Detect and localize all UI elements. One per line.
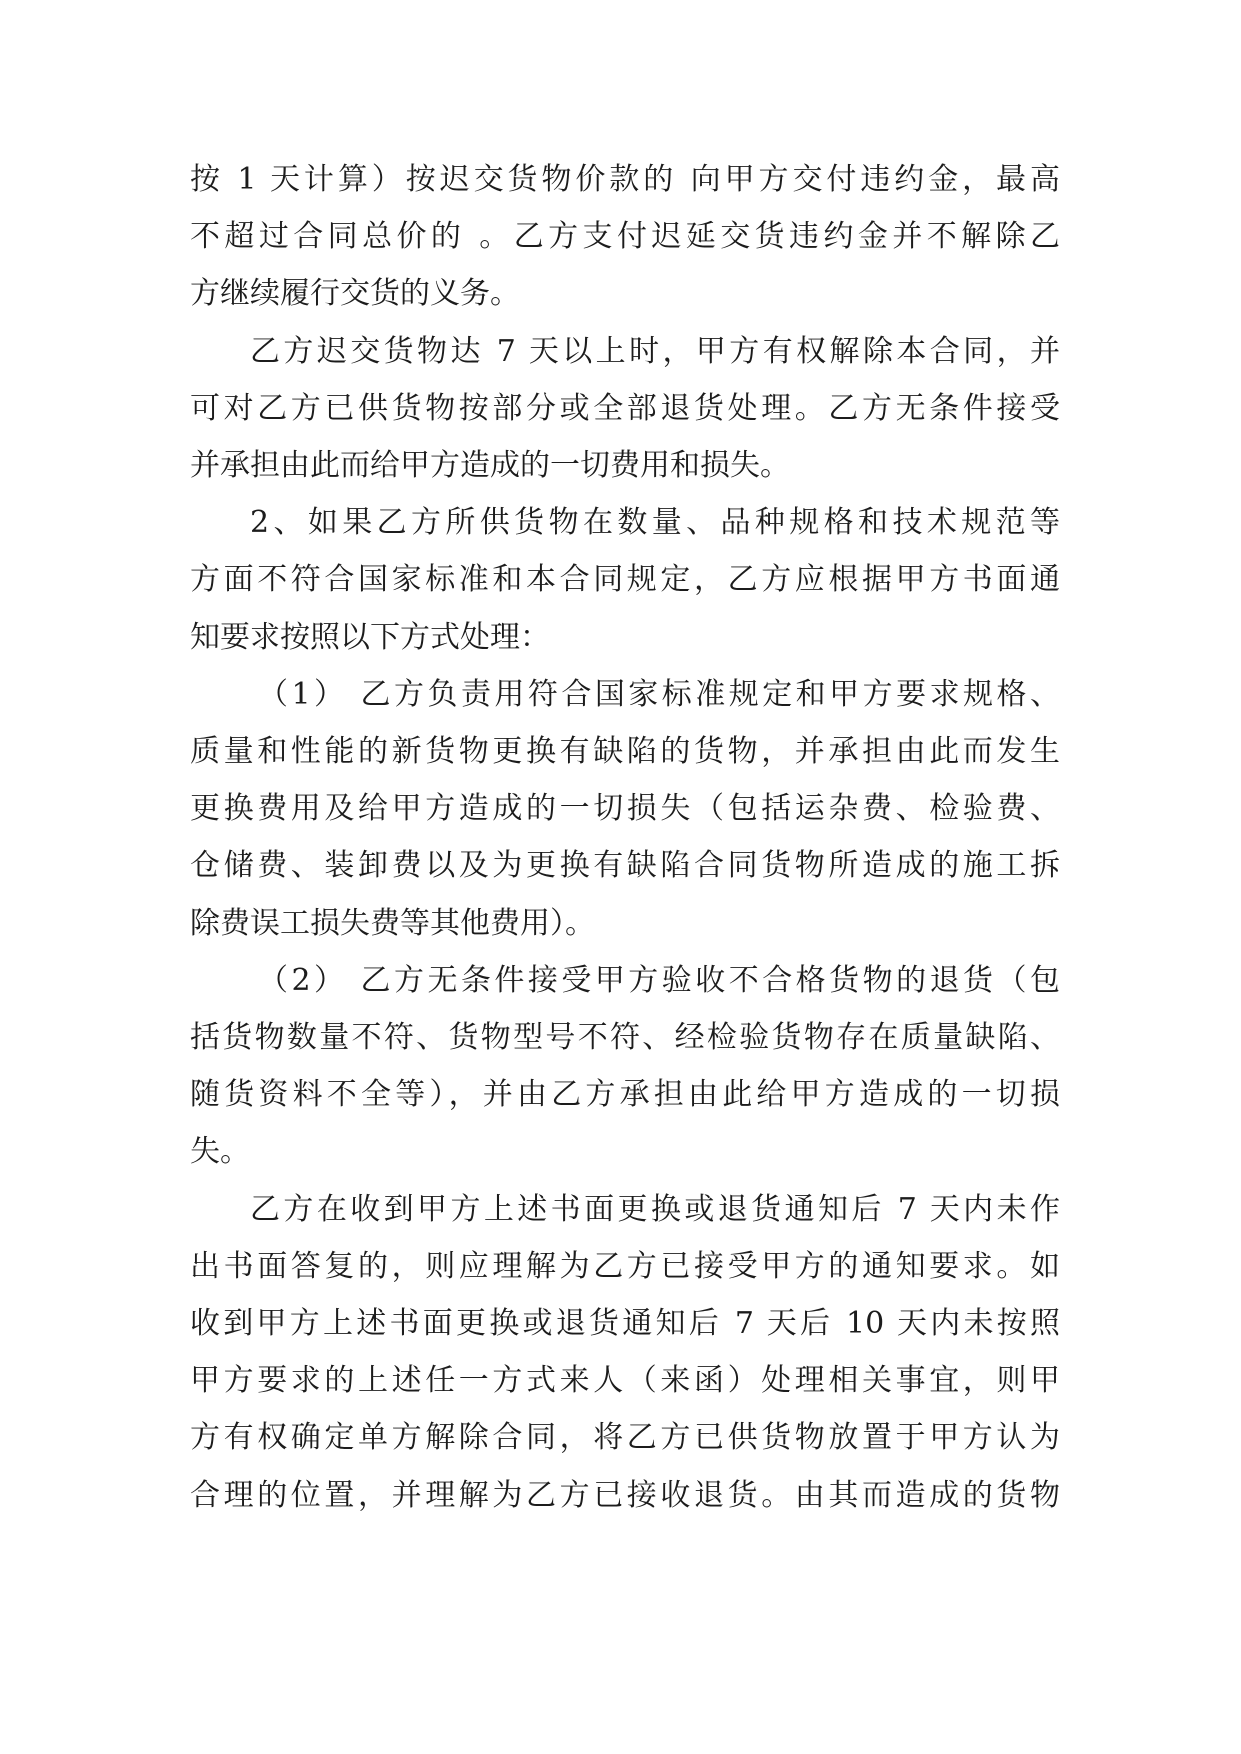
text-line: 甲方要求的上述任一方式来人（来函）处理相关事宜，则甲	[190, 1363, 1060, 1399]
text-line: 合理的位置，并理解为乙方已接收退货。由其而造成的货物	[190, 1477, 1060, 1513]
text-line: 乙方迟交货物达 7 天以上时，甲方有权解除本合同，并	[250, 333, 1060, 369]
text-line: 失。	[190, 1134, 250, 1170]
text-line: 方面不符合国家标准和本合同规定，乙方应根据甲方书面通	[190, 562, 1060, 598]
text-line: 括货物数量不符、货物型号不符、经检验货物存在质量缺陷、	[190, 1020, 1060, 1055]
text-line: 知要求按照以下方式处理：	[190, 619, 550, 655]
text-line: 不超过合同总价的 。乙方支付迟延交货违约金并不解除乙	[190, 219, 1060, 255]
text-line: 随货资料不全等），并由乙方承担由此给甲方造成的一切损	[190, 1077, 1060, 1113]
text-line: 按 1 天计算）按迟交货物价款的 向甲方交付违约金，最高	[190, 162, 1060, 197]
text-line: 出书面答复的，则应理解为乙方已接受甲方的通知要求。如	[190, 1248, 1060, 1284]
text-line: 方有权确定单方解除合同，将乙方已供货物放置于甲方认为	[190, 1420, 1060, 1456]
text-line: 收到甲方上述书面更换或退货通知后 7 天后 10 天内未按照	[190, 1306, 1060, 1341]
text-line: 并承担由此而给甲方造成的一切费用和损失。	[190, 448, 790, 483]
text-line: 仓储费、装卸费以及为更换有缺陷合同货物所造成的施工拆	[190, 848, 1060, 884]
text-line: 乙方在收到甲方上述书面更换或退货通知后 7 天内未作	[250, 1191, 1060, 1227]
text-line: 2、如果乙方所供货物在数量、品种规格和技术规范等	[250, 505, 1060, 541]
text-line: 方继续履行交货的义务。	[190, 276, 520, 312]
text-line: 更换费用及给甲方造成的一切损失（包括运杂费、检验费、	[190, 791, 1060, 827]
text-line: 质量和性能的新货物更换有缺陷的货物，并承担由此而发生	[190, 734, 1060, 769]
text-line: 除费误工损失费等其他费用）。	[190, 905, 595, 941]
text-line: 可对乙方已供货物按部分或全部退货处理。乙方无条件接受	[190, 390, 1060, 426]
text-line: （2） 乙方无条件接受甲方验收不合格货物的退货（包	[258, 962, 1060, 998]
text-line: （1） 乙方负责用符合国家标准规定和甲方要求规格、	[258, 676, 1060, 712]
